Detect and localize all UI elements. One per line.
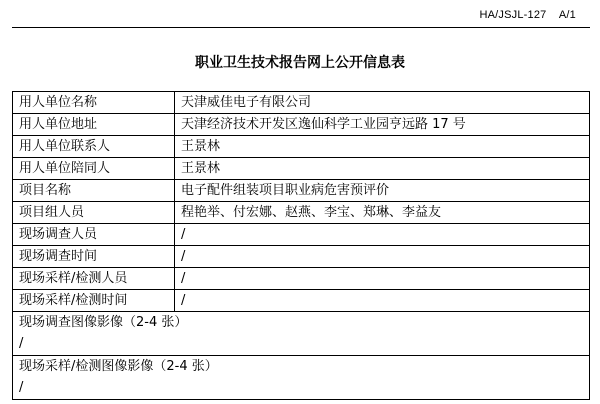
image-section-label: 现场调查图像影像（2-4 张） (19, 315, 188, 330)
row-label: 项目组人员 (13, 202, 175, 224)
row-value: 王景林 (175, 158, 590, 180)
row-value: 王景林 (175, 136, 590, 158)
row-value: 电子配件组装项目职业病危害预评价 (175, 180, 590, 202)
row-label: 现场调查人员 (13, 224, 175, 246)
image-section-survey (13, 312, 590, 356)
table-row-image-section (13, 356, 590, 400)
table-row (13, 92, 590, 114)
row-label: 用人单位地址 (13, 114, 175, 136)
row-value: / (175, 224, 590, 246)
table-row (13, 158, 590, 180)
header-divider (12, 27, 590, 28)
row-value: 天津威佳电子有限公司 (175, 92, 590, 114)
image-section-label: 现场采样/检测图像影像（2-4 张） (19, 359, 218, 374)
image-section-value: / (19, 380, 24, 395)
page-title: 职业卫生技术报告网上公开信息表 (195, 55, 405, 71)
table-row (13, 290, 590, 312)
row-label: 用人单位陪同人 (13, 158, 175, 180)
table-row (13, 180, 590, 202)
table-row (13, 114, 590, 136)
table-row-image-section (13, 312, 590, 356)
table-row (13, 202, 590, 224)
row-value: / (175, 246, 590, 268)
image-section-sampling (13, 356, 590, 400)
row-label: 项目名称 (13, 180, 175, 202)
table-row (13, 224, 590, 246)
row-label: 现场调查时间 (13, 246, 175, 268)
row-value: / (175, 290, 590, 312)
document-code: HA/JSJL-127 A/1 (479, 9, 576, 21)
row-value: / (175, 268, 590, 290)
row-label: 现场采样/检测时间 (13, 290, 175, 312)
table-row (13, 246, 590, 268)
row-label: 用人单位联系人 (13, 136, 175, 158)
row-label: 用人单位名称 (13, 92, 175, 114)
row-value: 程艳举、付宏娜、赵燕、李宝、郑琳、李益友 (175, 202, 590, 224)
row-label: 现场采样/检测人员 (13, 268, 175, 290)
info-table (12, 91, 590, 400)
image-section-value: / (19, 336, 24, 351)
table-row (13, 136, 590, 158)
table-row (13, 268, 590, 290)
row-value: 天津经济技术开发区逸仙科学工业园亨远路 17 号 (175, 114, 590, 136)
